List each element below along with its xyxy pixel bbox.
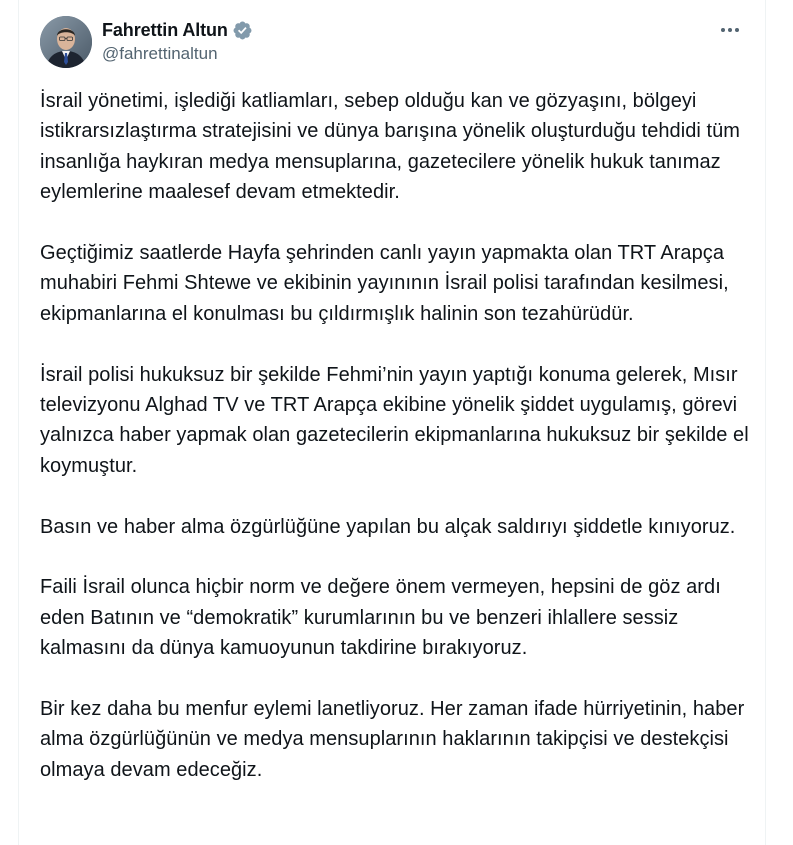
tweet-paragraph-6: Bir kez daha bu menfur eylemi lanetliyoruz. Her zaman ifade hürriyetinin, haber alma özgürlüğünün ve medya mensuplarının haklarının takipçisi ve destekçisi olmaya devam edeceğiz. [40, 698, 745, 781]
display-name[interactable]: Fahrettin Altun [102, 19, 228, 40]
avatar[interactable] [40, 16, 92, 68]
tweet-card [18, 0, 766, 845]
tweet-paragraph-4: Basın ve haber alma özgürlüğüne yapılan bu alçak saldırıyı şiddetle kınıyoruz. [40, 515, 736, 538]
avatar-portrait-icon [40, 16, 92, 68]
user-info [102, 19, 253, 64]
more-horizontal-icon [715, 16, 745, 44]
more-options-button[interactable] [715, 16, 745, 44]
handle[interactable]: @fahrettinaltun [102, 44, 218, 63]
name-row [102, 19, 253, 41]
tweet-paragraph-2: Geçtiğimiz saatlerde Hayfa şehrinden canlı yayın yapmakta olan TRT Arapça muhabiri Fehmi Shtewe ve ekibinin yayınının İsrail polisi tarafından kesilmesi, ekipmanlarına el konulması bu çıldırmışlık halinin son tezahürüdür. [40, 242, 729, 325]
tweet-text [40, 86, 760, 816]
tweet-paragraph-3: İsrail polisi hukuksuz bir şekilde Fehmi’nin yayın yaptığı konuma gelerek, Mısır televizyonu Alghad TV ve TRT Arapça ekibine yönelik şiddet uygulamış, görevi yalnızca haber yapmak olan gazetecilerin ekipmanlarına hukuksuz bir şekilde el koymuştur. [40, 363, 749, 477]
tweet-paragraph-1: İsrail yönetimi, işlediği katliamları, sebep olduğu kan ve gözyaşını, bölgeyi istikrarsızlaştırma stratejisini ve dünya barışına yönelik oluşturduğu tehdidi tüm insanlığa haykıran medya mensuplarına, gazetecilere yönelik hukuk tanımaz eylemlerine maalesef devam etmektedir. [40, 90, 740, 204]
verified-badge-icon[interactable] [232, 20, 253, 41]
tweet-paragraph-5: Faili İsrail olunca hiçbir norm ve değere önem vermeyen, hepsini de göz ardı eden Batının ve “demokratik” kurumlarının bu ve benzeri ihlallere sessiz kalmasını da dünya kamuoyunun takdirine bırakıyoruz. [40, 576, 721, 660]
tweet-header [40, 16, 749, 68]
